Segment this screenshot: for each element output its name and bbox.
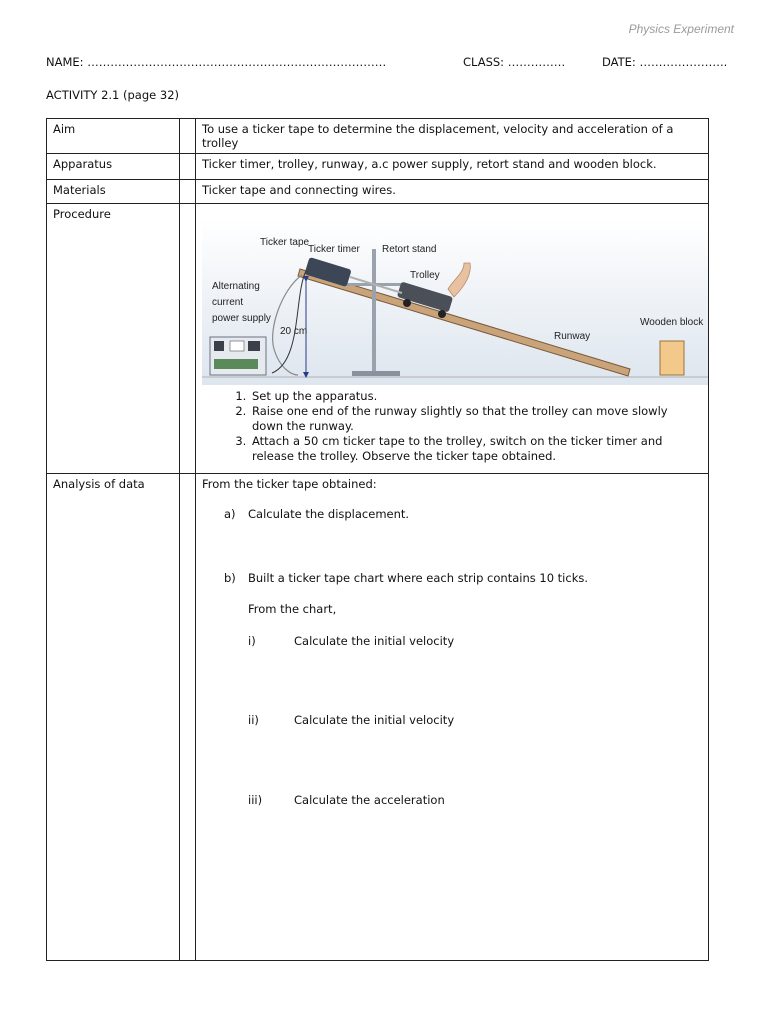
subitem-text: Calculate the acceleration [294,793,445,807]
retort-stand-rod [372,249,376,373]
class-field: CLASS: …………… [463,55,566,69]
analysis-block [202,477,702,957]
power-supply-panel [214,359,258,369]
trolley-wheel [438,310,446,318]
row-divider-cell [180,180,196,204]
subitem-marker: i) [248,634,256,648]
row-divider-cell [180,154,196,180]
label-trolley: Trolley [410,270,440,281]
label-power-line3: power supply [212,313,271,324]
aim-text: To use a ticker tape to determine the displacement, velocity and acceleration of a trolley [196,119,709,154]
row-divider-cell [180,204,196,474]
label-power-line2: current [212,297,244,308]
apparatus-text: Ticker timer, trolley, runway, a.c power supply, retort stand and wooden block. [196,154,709,180]
power-supply-dial [214,341,224,351]
date-field: DATE: ………………….. [602,55,728,69]
label-ticker-tape: Ticker tape [260,237,310,248]
row-divider-cell [180,474,196,961]
analysis-row [47,474,709,961]
header-note: Physics Experiment [628,22,734,36]
worksheet-table [46,118,709,961]
label-ticker-timer: Ticker timer [308,244,360,255]
procedure-content [196,204,709,474]
label-retort-stand: Retort stand [382,244,437,255]
procedure-step: 1. Set up the apparatus. [250,389,702,404]
label-power-line1: Alternating [212,281,260,292]
aim-row [47,119,709,154]
materials-label: Materials [47,180,180,204]
apparatus-label: Apparatus [47,154,180,180]
activity-title: ACTIVITY 2.1 (page 32) [46,88,180,102]
label-height: 20 cm [280,326,308,337]
materials-row [47,180,709,204]
item-b-marker: b) [224,571,236,585]
analysis-intro: From the ticker tape obtained: [202,477,377,491]
trolley-wheel [403,299,411,307]
procedure-row [47,204,709,474]
subitem-marker: ii) [248,713,259,727]
procedure-label: Procedure [47,204,180,474]
wooden-block-shape [660,341,684,375]
aim-label: Aim [47,119,180,154]
label-wooden-block: Wooden block [640,317,704,328]
power-supply-dial [248,341,260,351]
item-a-text: Calculate the displacement. [248,507,410,521]
row-divider-cell [180,119,196,154]
subitem-text: Calculate the initial velocity [294,634,455,648]
item-b-text: Built a ticker tape chart where each strip contains 10 ticks. [248,571,589,585]
from-chart-text: From the chart, [248,602,337,616]
retort-stand-base [352,371,400,376]
procedure-steps [202,389,702,464]
analysis-content [196,474,709,961]
item-a-marker: a) [224,507,236,521]
student-fields [46,55,726,71]
name-field: NAME: …………………………………………………………………… [46,55,387,69]
label-runway: Runway [554,331,591,342]
subitem-marker: iii) [248,793,263,807]
apparatus-row [47,154,709,180]
power-supply-meter [230,341,244,351]
procedure-step: 3. Attach a 50 cm ticker tape to the trolley, switch on the ticker timer and release the trolley. Observe the ticker tape obtained. [250,434,702,464]
materials-text: Ticker tape and connecting wires. [196,180,709,204]
analysis-label: Analysis of data [47,474,180,961]
procedure-step: 2. Raise one end of the runway slightly so that the trolley can move slowly down the runway. [250,404,702,434]
subitem-text: Calculate the initial velocity [294,713,455,727]
apparatus-diagram [202,219,708,385]
